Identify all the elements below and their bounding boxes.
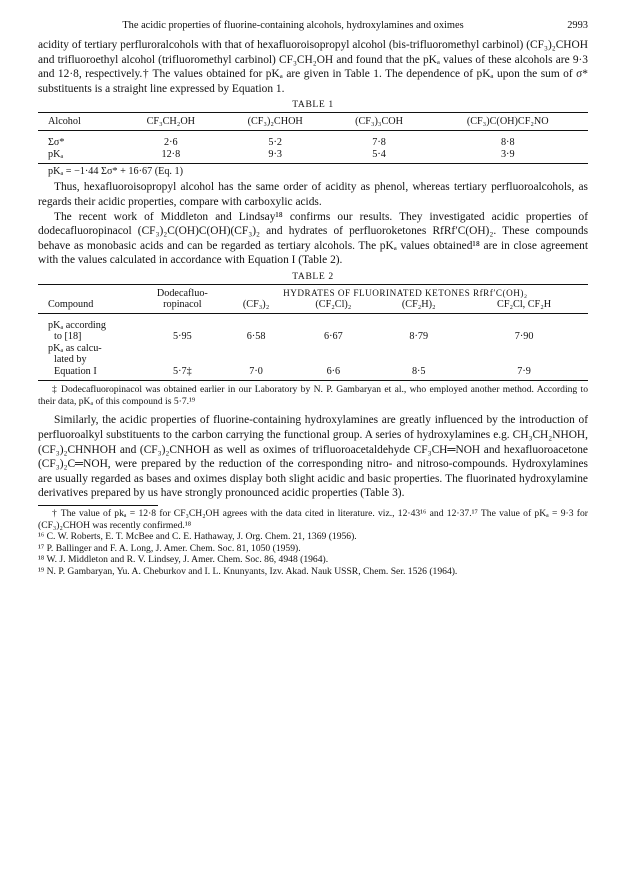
table-cell: 5·2 — [268, 137, 282, 149]
table-2-header-cell: CF₂Cl, CF₂H — [460, 299, 588, 314]
table-2-header-cell: Dodecafluo- — [142, 284, 223, 299]
table-cell: 8·8 — [500, 137, 515, 149]
table-cell: 6·6 — [289, 343, 377, 381]
table-cell: 7·8 — [372, 137, 386, 149]
paragraph-3: The recent work of Middleton and Lindsay¹⁸ confirms our results. They investigated acidic properties of dodecafluoropinacol (CF₃)₂C(OH)C(OH)(CF₃)₂ and hydrates of perfluoroketones RfRf′C(OH)₂. These compounds behave as monobasic acids and can be regarded as tertiary alcohols. The pKₐ values obtained¹⁸ are in close agreement with the values calculated in accordance with Equation I (Table 2). — [38, 210, 588, 267]
table-cell: 2·6 — [164, 137, 178, 149]
table-cell: 12·8 — [122, 149, 220, 164]
page — [38, 18, 588, 578]
table-cell: 7·90 — [514, 331, 534, 343]
row-label-line: Equation I — [54, 365, 97, 377]
table-2-footnote: ‡ Dodecafluoropinacol was obtained earlier in our Laboratory by N. P. Gambaryan et al., who employed another method. According to their data, pKₐ of this compound is 5·7.¹⁹ — [38, 384, 588, 408]
paragraph-1: acidity of tertiary perfluroralcohols with that of hexafluoroisopropyl alcohol (bis-trifluoromethyl carbinol) (CF₃)₂CHOH and trifluoroethyl alcohol (trifluoromethyl carbinol) CF₃CH₂OH and found that the pKₐ values of these alcohols are 9·3 and 12·8, respectively.† The values obtained for pKₐ are given in Table 1. The dependence of pKₐ upon the sum of σ* substituents is a straight line expressed by Equation 1. — [38, 39, 588, 95]
table-1-header-cell: (CF₃)₂CHOH — [220, 113, 331, 131]
table-2-header-cell: (CF₂H)₂ — [377, 299, 460, 314]
reference-16: ¹⁶ C. W. Roberts, E. T. McBee and C. E. Hathaway, J. Org. Chem. 21, 1369 (1956). — [38, 531, 357, 543]
table-2-header-cell: (CF₂Cl)₂ — [289, 299, 377, 314]
table-2-group-header: HYDRATES OF FLUORINATED KETONES RfRf′C(OH)₂ — [223, 284, 588, 299]
table-1 — [38, 112, 588, 164]
row-label-line: to [18] — [54, 331, 82, 343]
row-label: pKₐ — [38, 149, 122, 164]
table-row — [38, 149, 588, 164]
table-2-header-cell: (CF₃)₂ — [223, 299, 290, 314]
running-header — [38, 18, 588, 38]
table-cell: 5·95 — [173, 331, 192, 343]
paragraph-4: Similarly, the acidic properties of fluorine-containing hydroxylamines are greatly influenced by the introduction of perfluoroalkyl substituents to the carbon carrying the functional group. A series of hydroxylamines e.g. CH₃CH₂NHOH, (CF₃)₂CHNHOH and (CF₃)₂CNHOH as well as oximes of trifluoroacetaldehyde CF₃CH═NOH and hexafluoroacetone (CF₃)₂C═NOH, were prepared by the reduction of the corresponding nitro- and nitroso-compounds. Hydroxylamines are usually regarded as bases and oximes display both slight acidic and basic properties. The fluorinated hydroxylamine derivatives prepared by us have strongly pronounced acidic properties (Table 3). — [38, 414, 588, 500]
table-row — [38, 343, 588, 381]
row-label — [38, 313, 142, 343]
table-2-header-row — [38, 284, 588, 299]
table-cell: 5·7‡ — [142, 343, 223, 381]
row-label: Σσ* — [48, 137, 65, 149]
row-label-line: pKₐ according — [48, 319, 106, 331]
table-row — [38, 131, 588, 149]
running-title: The acidic properties of fluorine-containing alcohols, hydroxylamines and oximes — [122, 20, 464, 31]
reference-18: ¹⁸ W. J. Middleton and R. V. Lindsey, J. Amer. Chem. Soc. 86, 4948 (1964). — [38, 554, 329, 566]
page-number: 2993 — [567, 20, 588, 31]
table-cell: 6·67 — [324, 331, 343, 343]
row-label-line: pKₐ as calcu- — [48, 342, 102, 354]
table-1-header-cell: Alcohol — [38, 113, 122, 131]
table-1-header-cell: (CF₃)C(OH)CF₂NO — [428, 113, 589, 131]
table-2 — [38, 284, 588, 382]
table-1-header-cell: CF₃CH₂OH — [122, 113, 220, 131]
table-1-header-cell: (CF₃)₃COH — [331, 113, 428, 131]
footnote-dagger: † The value of pkₐ = 12·8 for CF₃CH₂OH agrees with the data cited in literature. viz., 12·43¹⁶ and 12·37.¹⁷ The value of pKₐ = 9·3 for (CF₃)₂CHOH was recently confirmed.¹⁸ — [38, 508, 588, 531]
table-cell: 8·5 — [377, 343, 460, 381]
table-cell: 8·79 — [409, 331, 429, 343]
table-2-subheader-row — [38, 299, 588, 314]
table-1-caption: TABLE 1 — [292, 99, 334, 111]
table-cell: 9·3 — [220, 149, 331, 164]
table-cell: 6·58 — [246, 331, 266, 343]
table-cell: 5·4 — [331, 149, 428, 164]
paragraph-2: Thus, hexafluoroisopropyl alcohol has the same order of acidity as phenol, whereas tertiary perfluoroalcohols, as regards their acidic properties, compare with carboxylic acids. — [38, 181, 588, 208]
row-label — [38, 343, 142, 381]
table-2-header-cell: ropinacol — [142, 299, 223, 314]
table-cell: 7·9 — [460, 343, 588, 381]
table-2-header-cell: Compound — [38, 299, 142, 314]
table-cell: 7·0 — [223, 343, 290, 381]
table-row — [38, 313, 588, 343]
table-2-header-cell — [38, 284, 142, 299]
table-2-caption: TABLE 2 — [292, 270, 334, 282]
table-cell: 3·9 — [428, 149, 589, 164]
table-1-header-row — [38, 113, 588, 131]
reference-19: ¹⁹ N. P. Gambaryan, Yu. A. Cheburkov and I. L. Knunyants, Izv. Akad. Nauk USSR, Chem. Ser. 1526 (1964). — [38, 565, 458, 577]
equation-1: pKₐ = −1·44 Σσ* + 16·67 (Eq. 1) — [48, 166, 183, 178]
footnote-divider — [38, 505, 158, 506]
reference-17: ¹⁷ P. Ballinger and F. A. Long, J. Amer. Chem. Soc. 81, 1050 (1959). — [38, 542, 301, 554]
row-label-line: lated by — [54, 354, 87, 366]
